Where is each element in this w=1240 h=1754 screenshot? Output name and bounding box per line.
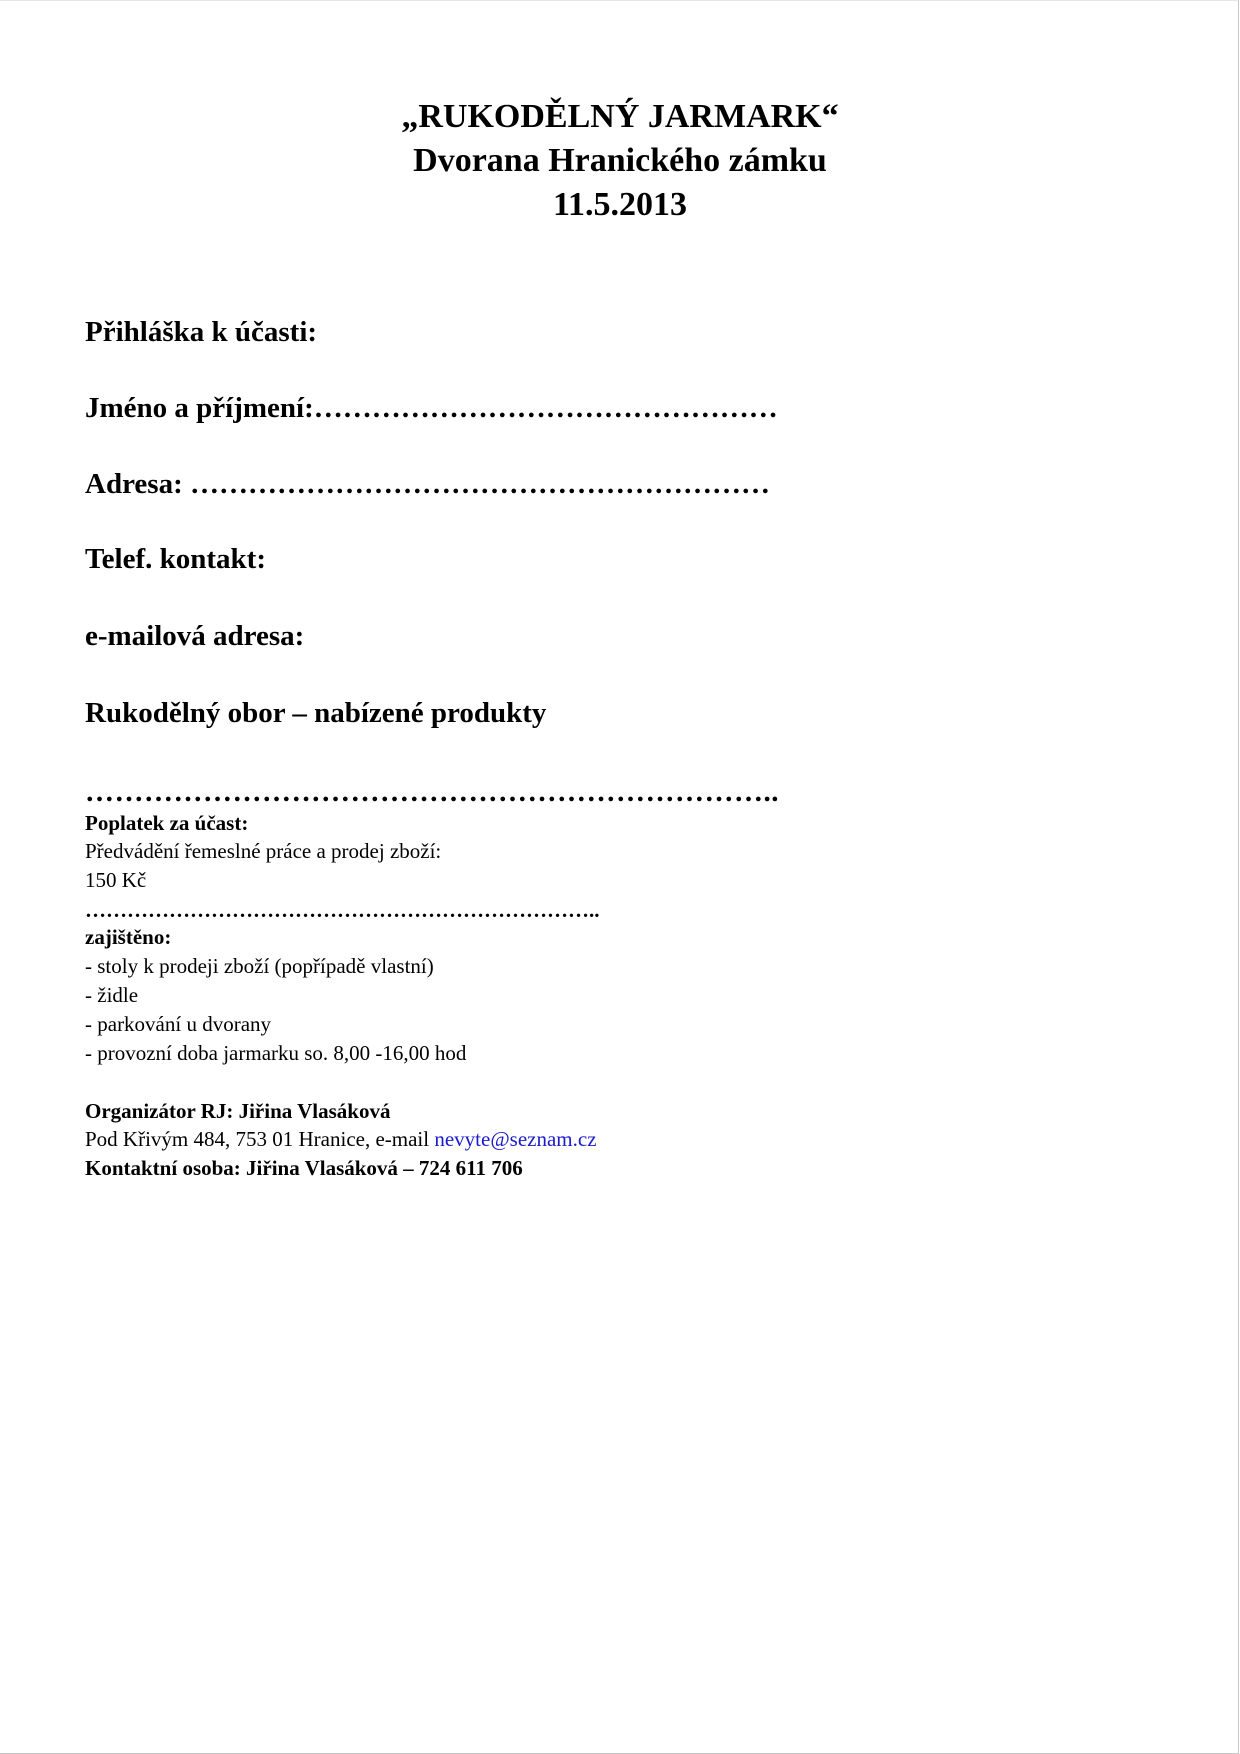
organizer-address <box>85 1125 597 1154</box>
provided-item: - židle <box>85 983 139 1007</box>
address-field: Adresa: …………………………………………………… <box>85 468 770 500</box>
phone-field: Telef. kontakt: <box>85 543 266 575</box>
email-field: e-mailová adresa: <box>85 620 305 652</box>
craft-dots: …………………………………………………………….. <box>85 776 779 808</box>
organizer-address-text: Pod Křivým 484, 753 01 Hranice, e-mail <box>85 1127 435 1151</box>
provided-item: - provozní doba jarmarku so. 8,00 -16,00 hod <box>85 1041 467 1065</box>
fee-line-1: Předvádění řemeslné práce a prodej zboží: <box>85 839 442 863</box>
fee-heading: Poplatek za účast: <box>85 811 249 835</box>
event-venue: Dvorana Hranického zámku <box>413 142 827 179</box>
event-title: „RUKODĚLNÝ JARMARK“ <box>401 98 839 135</box>
organizer-name: Organizátor RJ: Jiřina Vlasáková <box>85 1099 391 1123</box>
provided-heading: zajištěno: <box>85 925 172 949</box>
craft-field: Rukodělný obor – nabízené produkty <box>85 697 547 729</box>
document-header <box>0 95 1240 227</box>
fee-dots: ……………………………………………………………….. <box>85 898 600 922</box>
provided-item: - parkování u dvorany <box>85 1012 272 1036</box>
name-field: Jméno a příjmení:………………………………………… <box>85 392 778 424</box>
contact-person: Kontaktní osoba: Jiřina Vlasáková – 724 611 706 <box>85 1156 523 1180</box>
organizer-email-link[interactable]: nevyte@seznam.cz <box>434 1127 597 1151</box>
form-heading: Přihláška k účasti: <box>85 316 318 348</box>
event-date: 11.5.2013 <box>552 186 688 223</box>
fee-amount: 150 Kč <box>85 868 147 892</box>
provided-item: - stoly k prodeji zboží (popřípadě vlastní) <box>85 954 434 978</box>
